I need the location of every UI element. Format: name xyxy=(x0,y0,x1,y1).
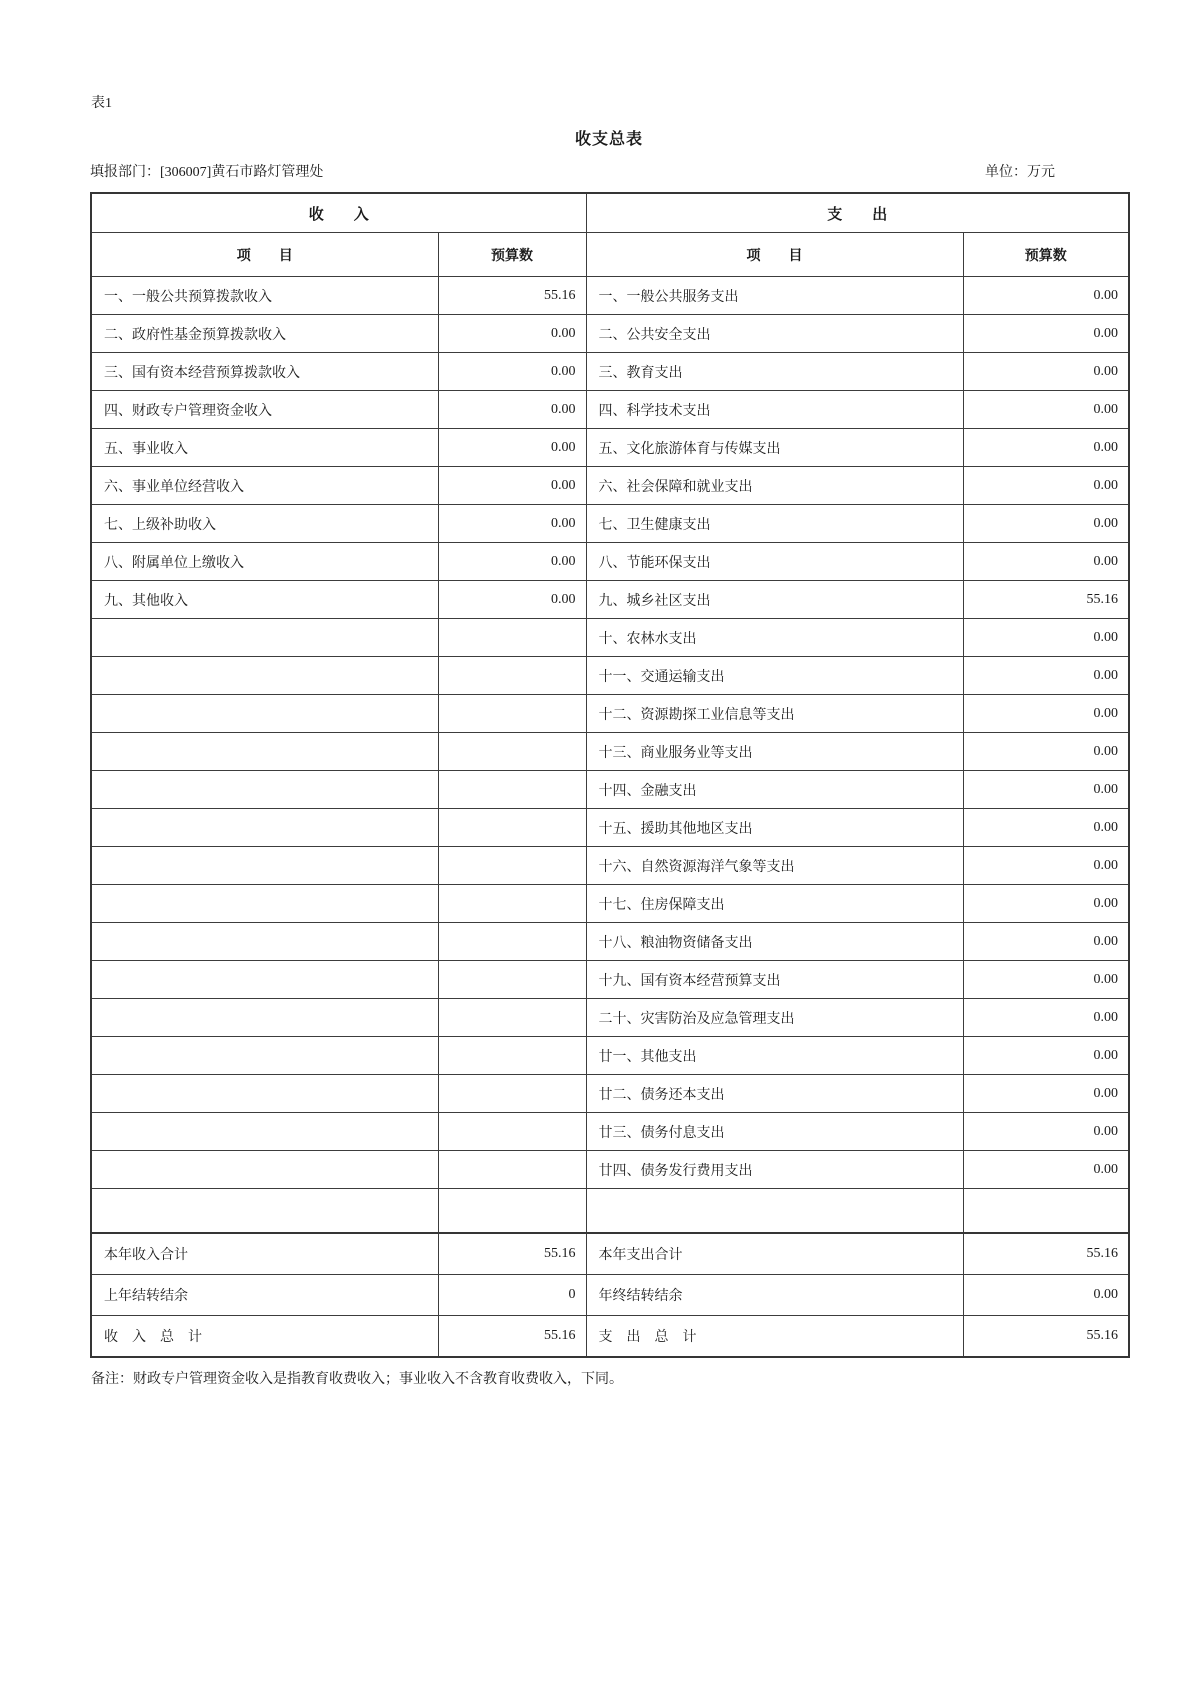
expense-value-cell: 0.00 xyxy=(963,733,1129,771)
expense-item-cell: 十七、住房保障支出 xyxy=(586,885,963,923)
expense-item-cell: 本年支出合计 xyxy=(586,1233,963,1275)
table-row xyxy=(91,1233,1129,1275)
income-item-cell: 五、事业收入 xyxy=(91,429,438,467)
income-item-column-header: 项 目 xyxy=(91,233,438,277)
expense-item-cell: 十二、资源勘探工业信息等支出 xyxy=(586,695,963,733)
expense-item-cell: 一、一般公共服务支出 xyxy=(586,277,963,315)
income-item-cell xyxy=(91,771,438,809)
expense-value-cell: 55.16 xyxy=(963,1233,1129,1275)
expense-item-cell: 廿三、债务付息支出 xyxy=(586,1113,963,1151)
expense-value-cell: 0.00 xyxy=(963,695,1129,733)
table-row xyxy=(91,277,1129,315)
income-value-cell: 0.00 xyxy=(438,581,586,619)
income-item-cell: 本年收入合计 xyxy=(91,1233,438,1275)
income-item-cell: 收 入 总 计 xyxy=(91,1316,438,1358)
expense-item-cell: 七、卫生健康支出 xyxy=(586,505,963,543)
department-label: 填报部门：[306007]黄石市路灯管理处 xyxy=(90,165,324,180)
income-item-cell xyxy=(91,923,438,961)
expense-item-cell: 十五、援助其他地区支出 xyxy=(586,809,963,847)
expense-item-cell: 十九、国有资本经营预算支出 xyxy=(586,961,963,999)
income-budget-column-header: 预算数 xyxy=(438,233,586,277)
income-item-cell: 八、附属单位上缴收入 xyxy=(91,543,438,581)
income-item-cell: 三、国有资本经营预算拨款收入 xyxy=(91,353,438,391)
income-item-cell xyxy=(91,1037,438,1075)
footnote: 备注：财政专户管理资金收入是指教育收费收入；事业收入不含教育收费收入，下同。 xyxy=(91,1372,623,1387)
income-item-cell xyxy=(91,1189,438,1234)
table-row xyxy=(91,923,1129,961)
income-value-cell xyxy=(438,1113,586,1151)
income-item-cell: 四、财政专户管理资金收入 xyxy=(91,391,438,429)
meta-row xyxy=(90,161,1128,181)
expense-item-cell: 五、文化旅游体育与传媒支出 xyxy=(586,429,963,467)
income-value-cell xyxy=(438,1151,586,1189)
expense-value-cell: 0.00 xyxy=(963,1151,1129,1189)
income-value-cell: 0.00 xyxy=(438,429,586,467)
income-item-cell: 二、政府性基金预算拨款收入 xyxy=(91,315,438,353)
income-value-cell xyxy=(438,1189,586,1234)
column-header-row xyxy=(91,233,1129,277)
expense-item-cell: 二十、灾害防治及应急管理支出 xyxy=(586,999,963,1037)
income-value-cell: 0.00 xyxy=(438,391,586,429)
income-value-cell: 55.16 xyxy=(438,277,586,315)
expense-value-cell: 0.00 xyxy=(963,885,1129,923)
income-value-cell xyxy=(438,961,586,999)
income-value-cell: 0.00 xyxy=(438,315,586,353)
table-row xyxy=(91,1037,1129,1075)
income-value-cell xyxy=(438,885,586,923)
expense-item-cell: 九、城乡社区支出 xyxy=(586,581,963,619)
table-number-label: 表1 xyxy=(91,96,112,111)
income-value-cell xyxy=(438,733,586,771)
income-item-cell xyxy=(91,1075,438,1113)
expense-value-cell: 0.00 xyxy=(963,391,1129,429)
expense-value-cell: 0.00 xyxy=(963,771,1129,809)
expense-item-cell: 廿二、债务还本支出 xyxy=(586,1075,963,1113)
income-value-cell: 55.16 xyxy=(438,1316,586,1358)
expense-value-cell: 0.00 xyxy=(963,505,1129,543)
expense-value-cell: 0.00 xyxy=(963,315,1129,353)
income-value-cell: 0.00 xyxy=(438,505,586,543)
table-row xyxy=(91,1075,1129,1113)
table-row xyxy=(91,467,1129,505)
income-section-header: 收 入 xyxy=(91,193,586,233)
table-row xyxy=(91,1113,1129,1151)
table-row xyxy=(91,847,1129,885)
expense-item-cell: 二、公共安全支出 xyxy=(586,315,963,353)
income-value-cell: 0.00 xyxy=(438,353,586,391)
income-value-cell xyxy=(438,657,586,695)
expense-section-header: 支 出 xyxy=(586,193,1129,233)
section-header-row xyxy=(91,193,1129,233)
table-row xyxy=(91,353,1129,391)
table-body xyxy=(91,277,1129,1189)
expense-value-cell: 0.00 xyxy=(963,1037,1129,1075)
budget-summary-table xyxy=(90,192,1130,1358)
page-title: 收支总表 xyxy=(574,131,643,148)
expense-value-cell: 0.00 xyxy=(963,809,1129,847)
expense-item-cell: 十三、商业服务业等支出 xyxy=(586,733,963,771)
expense-item-cell: 六、社会保障和就业支出 xyxy=(586,467,963,505)
expense-item-cell: 支 出 总 计 xyxy=(586,1316,963,1358)
income-item-cell xyxy=(91,733,438,771)
income-value-cell xyxy=(438,999,586,1037)
spacer-row xyxy=(91,1189,1129,1234)
expense-value-cell: 0.00 xyxy=(963,467,1129,505)
income-item-cell xyxy=(91,657,438,695)
income-value-cell: 0 xyxy=(438,1275,586,1316)
income-item-cell xyxy=(91,847,438,885)
income-item-cell: 七、上级补助收入 xyxy=(91,505,438,543)
expense-item-cell: 十六、自然资源海洋气象等支出 xyxy=(586,847,963,885)
expense-value-cell: 0.00 xyxy=(963,961,1129,999)
income-item-cell xyxy=(91,695,438,733)
expense-value-cell: 0.00 xyxy=(963,999,1129,1037)
expense-item-cell: 十四、金融支出 xyxy=(586,771,963,809)
expense-item-column-header: 项 目 xyxy=(586,233,963,277)
expense-item-cell: 三、教育支出 xyxy=(586,353,963,391)
expense-budget-column-header: 预算数 xyxy=(963,233,1129,277)
income-value-cell xyxy=(438,809,586,847)
expense-value-cell: 0.00 xyxy=(963,619,1129,657)
expense-value-cell: 0.00 xyxy=(963,353,1129,391)
income-item-cell xyxy=(91,1113,438,1151)
expense-item-cell: 廿四、债务发行费用支出 xyxy=(586,1151,963,1189)
expense-item-cell: 十、农林水支出 xyxy=(586,619,963,657)
expense-item-cell: 年终结转结余 xyxy=(586,1275,963,1316)
expense-value-cell: 55.16 xyxy=(963,581,1129,619)
income-value-cell: 0.00 xyxy=(438,467,586,505)
table-row xyxy=(91,1316,1129,1358)
income-item-cell xyxy=(91,619,438,657)
income-item-cell: 六、事业单位经营收入 xyxy=(91,467,438,505)
table-row xyxy=(91,695,1129,733)
expense-value-cell: 0.00 xyxy=(963,923,1129,961)
expense-value-cell: 0.00 xyxy=(963,847,1129,885)
table-row xyxy=(91,999,1129,1037)
table-row xyxy=(91,961,1129,999)
expense-value-cell: 55.16 xyxy=(963,1316,1129,1358)
income-item-cell xyxy=(91,999,438,1037)
unit-label: 单位：万元 xyxy=(985,165,1055,180)
income-value-cell xyxy=(438,1075,586,1113)
expense-value-cell xyxy=(963,1189,1129,1234)
table-row xyxy=(91,581,1129,619)
expense-item-cell: 十一、交通运输支出 xyxy=(586,657,963,695)
totals-body xyxy=(91,1233,1129,1357)
income-value-cell xyxy=(438,695,586,733)
expense-value-cell: 0.00 xyxy=(963,1275,1129,1316)
table-row xyxy=(91,733,1129,771)
expense-value-cell: 0.00 xyxy=(963,277,1129,315)
expense-value-cell: 0.00 xyxy=(963,429,1129,467)
expense-value-cell: 0.00 xyxy=(963,657,1129,695)
expense-item-cell: 十八、粮油物资储备支出 xyxy=(586,923,963,961)
table-row xyxy=(91,543,1129,581)
table-row xyxy=(91,391,1129,429)
expense-value-cell: 0.00 xyxy=(963,1113,1129,1151)
income-item-cell xyxy=(91,809,438,847)
table-row xyxy=(91,619,1129,657)
expense-item-cell: 四、科学技术支出 xyxy=(586,391,963,429)
income-value-cell: 55.16 xyxy=(438,1233,586,1275)
income-value-cell xyxy=(438,771,586,809)
table-row xyxy=(91,315,1129,353)
income-item-cell xyxy=(91,961,438,999)
expense-item-cell: 廿一、其他支出 xyxy=(586,1037,963,1075)
table-row xyxy=(91,1275,1129,1316)
expense-value-cell: 0.00 xyxy=(963,543,1129,581)
income-item-cell: 九、其他收入 xyxy=(91,581,438,619)
table-row xyxy=(91,657,1129,695)
income-item-cell: 上年结转结余 xyxy=(91,1275,438,1316)
table-row xyxy=(91,505,1129,543)
income-item-cell xyxy=(91,1151,438,1189)
table-row xyxy=(91,809,1129,847)
table-row xyxy=(91,885,1129,923)
income-value-cell: 0.00 xyxy=(438,543,586,581)
income-value-cell xyxy=(438,923,586,961)
expense-item-cell xyxy=(586,1189,963,1234)
expense-item-cell: 八、节能环保支出 xyxy=(586,543,963,581)
income-item-cell: 一、一般公共预算拨款收入 xyxy=(91,277,438,315)
income-value-cell xyxy=(438,847,586,885)
expense-value-cell: 0.00 xyxy=(963,1075,1129,1113)
table-row xyxy=(91,771,1129,809)
income-value-cell xyxy=(438,619,586,657)
spacer-body xyxy=(91,1189,1129,1234)
table-row xyxy=(91,429,1129,467)
income-item-cell xyxy=(91,885,438,923)
table-row xyxy=(91,1151,1129,1189)
income-value-cell xyxy=(438,1037,586,1075)
